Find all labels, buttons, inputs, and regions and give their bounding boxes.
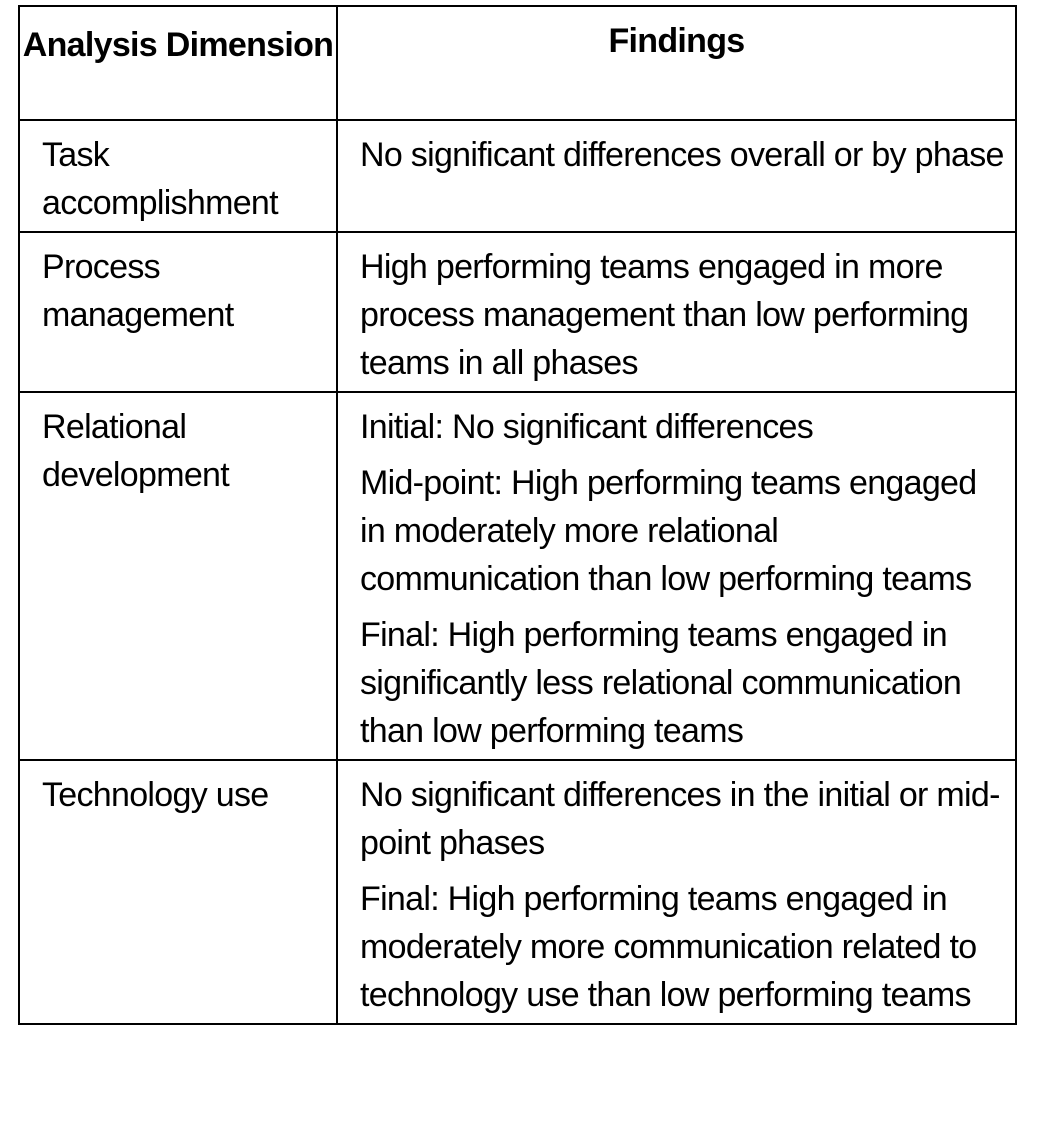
- header-findings: Findings: [337, 6, 1016, 120]
- finding-text: High performing teams engaged in more process management than low performing teams in all phases: [360, 248, 969, 382]
- findings-cell: [337, 120, 1016, 232]
- dimension-cell: Task accomplishment: [19, 120, 337, 232]
- table-row: [19, 392, 1016, 760]
- table-row: [19, 120, 1016, 232]
- dimension-cell: Technology use: [19, 760, 337, 1024]
- findings-cell: [337, 392, 1016, 760]
- table-row: [19, 232, 1016, 392]
- finding-text: Final: High performing teams engaged in significantly less relational communication than low performing teams: [360, 616, 962, 750]
- finding-text: Initial: No significant differences: [360, 408, 814, 446]
- table-row: [19, 760, 1016, 1024]
- findings-table: [18, 5, 1017, 1025]
- finding-text: No significant differences in the initial or mid-point phases: [360, 776, 1000, 862]
- finding-text: Final: High performing teams engaged in moderately more communication related to technology use than low performing teams: [360, 880, 977, 1014]
- findings-cell: [337, 232, 1016, 392]
- dimension-cell: Relational development: [19, 392, 337, 760]
- dimension-cell: Process management: [19, 232, 337, 392]
- finding-text: Mid-point: High performing teams engaged in moderately more relational communication than low performing teams: [360, 464, 977, 598]
- header-analysis-dimension: Analysis Dimension: [19, 6, 337, 120]
- finding-text: No significant differences overall or by phase: [360, 136, 1004, 174]
- findings-cell: [337, 760, 1016, 1024]
- header-row: [19, 6, 1016, 120]
